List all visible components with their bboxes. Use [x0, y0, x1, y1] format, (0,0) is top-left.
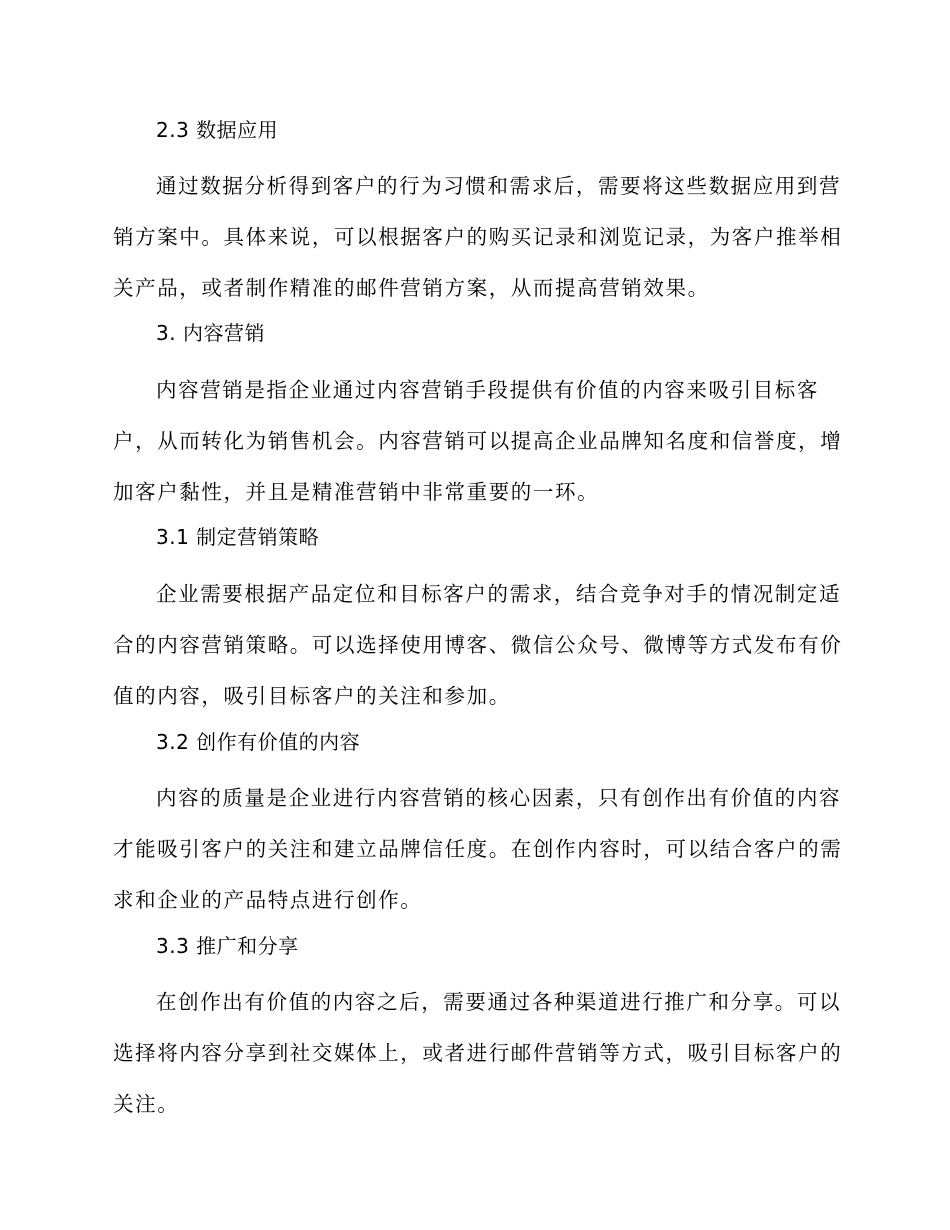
paragraph-line: 值的内容，吸引目标客户的关注和参加。	[113, 684, 511, 708]
section-paragraph-3-3	[113, 977, 843, 1130]
section-heading-3: 3. 内容营销	[156, 321, 265, 345]
paragraph-line: 关产品，或者制作精准的邮件营销方案，从而提高营销效果。	[113, 276, 710, 300]
paragraph-line: 关注。	[113, 1092, 180, 1116]
paragraph-line: 合的内容营销策略。可以选择使用博客、微信公众号、微博等方式发布有价	[113, 633, 843, 657]
paragraph-line: 加客户黏性，并且是精准营销中非常重要的一环。	[113, 480, 600, 504]
section-paragraph-3-2	[113, 773, 843, 926]
paragraph-line: 内容的质量是企业进行内容营销的核心因素，只有创作出有价值的内容	[156, 786, 842, 810]
section-heading-3-3: 3.3 推广和分享	[156, 934, 299, 958]
paragraph-line: 内容营销是指企业通过内容营销手段提供有价值的内容来吸引目标客	[156, 378, 819, 402]
section-heading-3-1: 3.1 制定营销策略	[156, 525, 320, 549]
section-paragraph-3	[113, 365, 843, 518]
section-heading-2-3: 2.3 数据应用	[156, 118, 279, 142]
section-paragraph-3-1	[113, 569, 843, 722]
paragraph-line: 选择将内容分享到社交媒体上，或者进行邮件营销等方式，吸引目标客户的	[113, 1041, 843, 1065]
paragraph-line: 通过数据分析得到客户的行为习惯和需求后，需要将这些数据应用到营	[156, 174, 842, 198]
paragraph-line: 企业需要根据产品定位和目标客户的需求，结合竞争对手的情况制定适	[156, 582, 842, 606]
paragraph-line: 在创作出有价值的内容之后，需要通过各种渠道进行推广和分享。可以	[156, 990, 842, 1014]
section-heading-3-2: 3.2 创作有价值的内容	[156, 730, 361, 754]
paragraph-line: 才能吸引客户的关注和建立品牌信任度。在创作内容时，可以结合客户的需	[113, 837, 843, 861]
paragraph-line: 销方案中。具体来说，可以根据客户的购买记录和浏览记录，为客户推举相	[113, 225, 843, 249]
paragraph-line: 求和企业的产品特点进行创作。	[113, 888, 423, 912]
section-paragraph-2-3	[113, 161, 843, 314]
paragraph-line: 户，从而转化为销售机会。内容营销可以提高企业品牌知名度和信誉度，增	[113, 429, 843, 453]
